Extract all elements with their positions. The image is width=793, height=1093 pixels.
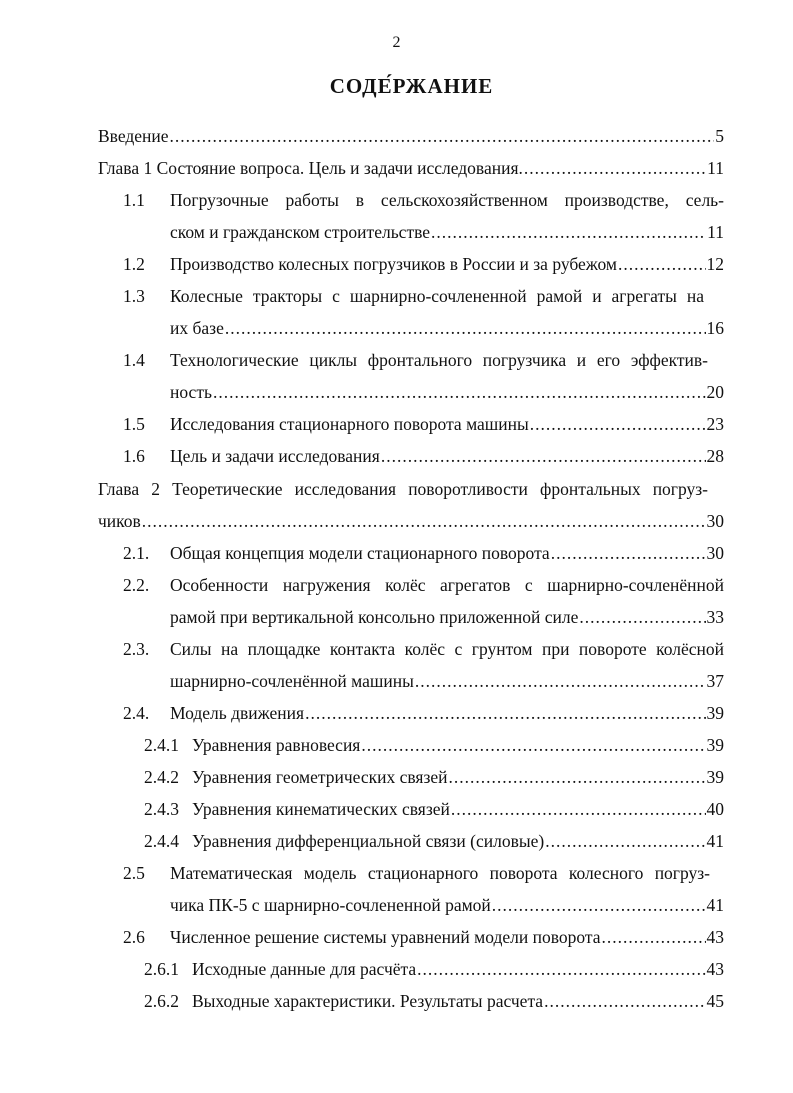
toc-entry-title: чиков xyxy=(98,511,141,531)
toc-entry-title: Общая концепция модели стационарного поворота xyxy=(170,543,550,563)
leader-dots xyxy=(225,318,706,339)
toc-entry-page: 11 xyxy=(707,222,724,242)
toc-entry-page: 12 xyxy=(706,254,724,274)
toc-entry-page: 40 xyxy=(706,799,724,819)
toc-entry xyxy=(192,799,724,820)
leader-dots xyxy=(417,959,705,980)
toc-entry-number: 2.6.1 xyxy=(144,959,179,979)
toc-entry xyxy=(170,318,724,339)
toc-entry-title: Модель движения xyxy=(170,703,305,723)
leader-dots xyxy=(431,222,706,243)
toc-entry-page: 39 xyxy=(706,735,724,755)
toc-entry-page: 11 xyxy=(707,158,724,178)
toc-entry-number: 2.1. xyxy=(123,543,150,563)
toc-entry-title: Глава 1 Состояние вопроса. Цель и задачи исследования. xyxy=(98,158,523,178)
toc-entry-number: 1.6 xyxy=(123,446,145,466)
leader-dots xyxy=(579,607,705,628)
toc-entry-title: Исходные данные для расчёта xyxy=(192,959,417,979)
toc-entry-title: их базе xyxy=(170,318,224,338)
toc-entry-line: Погрузочные работы в сельскохозяйственном производстве, сель- xyxy=(170,190,724,210)
toc-entry-number: 2.5 xyxy=(123,863,145,883)
toc-entry-number: 2.4. xyxy=(123,703,150,723)
leader-dots xyxy=(305,703,705,724)
toc-entry-title: Производство колесных погрузчиков в России и за рубежом xyxy=(170,254,617,274)
toc-entry-title: Выходные характеристики. Результаты расчета xyxy=(192,991,544,1011)
toc-entry-page: 41 xyxy=(706,895,724,915)
toc-entry-number: 2.4.2 xyxy=(144,767,179,787)
toc-entry-page: 30 xyxy=(706,511,724,531)
toc-entry-title: Уравнения кинематических связей xyxy=(192,799,450,819)
leader-dots xyxy=(602,927,706,948)
toc-entry-line: Силы на площадке контакта колёс с грунтом при повороте колёсной xyxy=(170,639,724,659)
toc-entry-page: 45 xyxy=(706,991,724,1011)
toc-entry-page: 43 xyxy=(706,959,724,979)
leader-dots xyxy=(551,543,706,564)
toc-entry-number: 2.4.4 xyxy=(144,831,179,851)
toc-entry xyxy=(192,959,724,980)
leader-dots xyxy=(415,671,706,692)
leader-dots xyxy=(449,767,706,788)
toc-entry-line: Математическая модель стационарного поворота колесного погруз- xyxy=(170,863,710,883)
toc-entry-page: 23 xyxy=(706,414,724,434)
toc-entry xyxy=(98,158,724,179)
leader-dots xyxy=(618,254,706,275)
toc-entry-number: 2.6 xyxy=(123,927,145,947)
leader-dots xyxy=(451,799,706,820)
toc-entry-page: 37 xyxy=(706,671,724,691)
toc-entry-number: 2.4.1 xyxy=(144,735,179,755)
toc-entry xyxy=(192,831,724,852)
toc-entry-title: Уравнения равновесия xyxy=(192,735,361,755)
toc-entry xyxy=(170,222,724,243)
leader-dots xyxy=(142,511,706,532)
leader-dots xyxy=(524,158,706,179)
toc-entry xyxy=(170,414,724,435)
toc-entry xyxy=(192,735,724,756)
toc-entry-page: 28 xyxy=(706,446,724,466)
toc-entry-line: Особенности нагружения колёс агрегатов с шарнирно-сочленённой xyxy=(170,575,724,595)
leader-dots xyxy=(544,991,705,1012)
leader-dots xyxy=(361,735,705,756)
toc-entry-line: Глава 2 Теоретические исследования поворотливости фронтальных погруз- xyxy=(98,479,708,499)
toc-entry-number: 2.6.2 xyxy=(144,991,179,1011)
toc-entry-page: 43 xyxy=(706,927,724,947)
toc-entry-title: Уравнения геометрических связей xyxy=(192,767,448,787)
page-number: 2 xyxy=(392,34,401,51)
toc-entry-page: 30 xyxy=(706,543,724,563)
toc-entry-title: Численное решение системы уравнений модели поворота xyxy=(170,927,601,947)
toc-entry-page: 33 xyxy=(706,607,724,627)
toc-entry-page: 20 xyxy=(706,382,724,402)
leader-dots xyxy=(492,895,706,916)
toc-entry xyxy=(98,511,724,532)
toc-entry xyxy=(170,446,724,467)
toc-entry xyxy=(170,382,724,403)
toc-entry-page: 39 xyxy=(706,703,724,723)
toc-entry-number: 2.4.3 xyxy=(144,799,179,819)
leader-dots xyxy=(381,446,706,467)
page-title: СОДЕ́РЖАНИЕ xyxy=(329,74,494,98)
toc-entry xyxy=(170,607,724,628)
toc-entry xyxy=(192,767,724,788)
toc-entry xyxy=(170,927,724,948)
toc-entry-line: Технологические циклы фронтального погрузчика и его эффектив- xyxy=(170,350,708,370)
toc-entry xyxy=(192,991,724,1012)
toc-entry-page: 39 xyxy=(706,767,724,787)
toc-entry xyxy=(170,543,724,564)
toc-entry xyxy=(170,895,724,916)
toc-entry-page: 16 xyxy=(706,318,724,338)
toc-entry xyxy=(170,254,724,275)
toc-entry-number: 2.2. xyxy=(123,575,150,595)
toc-entry-line: Колесные тракторы с шарнирно-сочлененной рамой и агрегаты на xyxy=(170,286,704,306)
toc-entry-number: 1.3 xyxy=(123,286,145,306)
toc-entry xyxy=(170,703,724,724)
toc-entry-page: 5 xyxy=(715,126,724,146)
leader-dots xyxy=(213,382,706,403)
toc-entry-title: рамой при вертикальной консольно приложенной силе xyxy=(170,607,579,627)
toc-entry-number: 1.5 xyxy=(123,414,145,434)
toc-entry-title: шарнирно-сочленённой машины xyxy=(170,671,414,691)
toc-entry-number: 1.4 xyxy=(123,350,145,370)
toc-entry-number: 1.2 xyxy=(123,254,145,274)
toc-entry-title: чика ПК-5 с шарнирно-сочлененной рамой xyxy=(170,895,491,915)
toc-entry xyxy=(170,671,724,692)
toc-entry-title: Введение xyxy=(98,126,169,146)
toc-entry-number: 2.3. xyxy=(123,639,150,659)
leader-dots xyxy=(170,126,715,147)
toc-entry-page: 41 xyxy=(706,831,724,851)
toc-entry-title: ском и гражданском строительстве xyxy=(170,222,431,242)
toc-entry-number: 1.1 xyxy=(123,190,145,210)
toc-entry-title: Исследования стационарного поворота машины xyxy=(170,414,529,434)
toc-entry-title: Цель и задачи исследования xyxy=(170,446,380,466)
leader-dots xyxy=(530,414,706,435)
toc-entry xyxy=(98,126,724,147)
toc-entry-title: ность xyxy=(170,382,212,402)
leader-dots xyxy=(545,831,705,852)
toc-entry-title: Уравнения дифференциальной связи (силовые) xyxy=(192,831,545,851)
